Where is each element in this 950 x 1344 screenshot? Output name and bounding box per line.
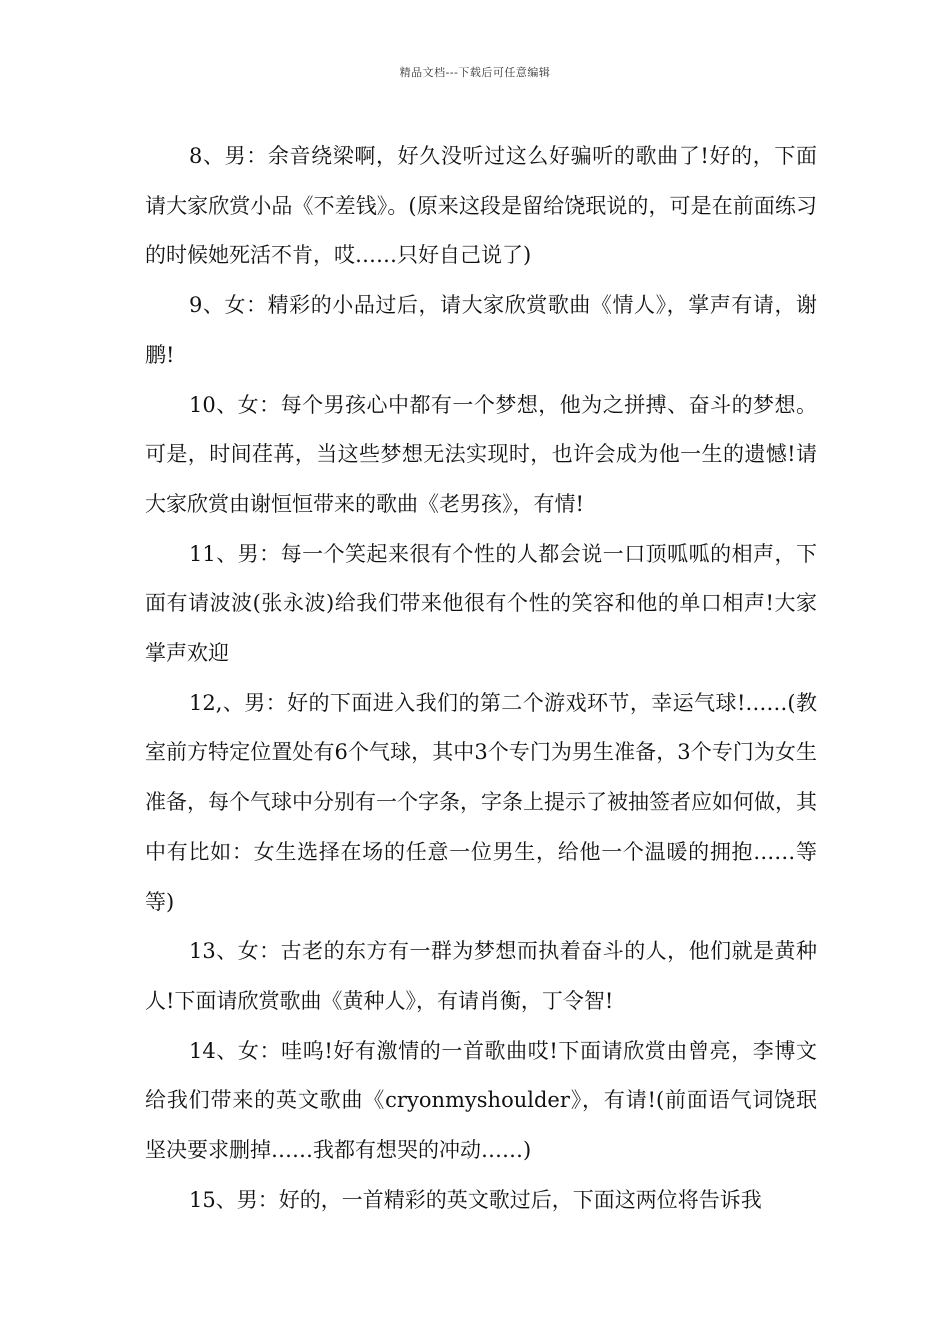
paragraph-12: 12,、男：好的下面进入我们的第二个游戏环节，幸运气球!……(教室前方特定位置处有6个气球，其中3个专门为男生准备，3个专门为女生准备，每个气球中分别有一个字条，字条上提示了被抽签者应如何做，其中有比如：女生选择在场的任意一位男生，给他一个温暖的拥抱……等等) — [145, 690, 817, 914]
paragraph-11: 11、男：每一个笑起来很有个性的人都会说一口顶呱呱的相声，下面有请波波(张永波)给我们带来他很有个性的笑容和他的单口相声!大家掌声欢迎 — [145, 541, 817, 666]
paragraph-15: 15、男：好的，一首精彩的英文歌过后，下面这两位将告诉我 — [189, 1187, 762, 1212]
paragraph-9: 9、女：精彩的小品过后，请大家欣赏歌曲《情人》，掌声有请，谢鹏! — [145, 293, 817, 367]
paragraph-10: 10、女：每个男孩心中都有一个梦想，他为之拼搏、奋斗的梦想。可是，时间荏苒，当这些梦想无法实现时，也许会成为他一生的遗憾!请大家欣赏由谢恒恒带来的歌曲《老男孩》，有情! — [145, 392, 817, 516]
document-body — [145, 132, 817, 1225]
paragraph-14: 14、女：哇呜!好有激情的一首歌曲哎!下面请欣赏由曾亮，李博文给我们带来的英文歌曲《cryonmyshoulder》，有请!(前面语气词饶珉坚决要求删掉……我都有想哭的冲动……) — [145, 1038, 817, 1163]
paragraph-13: 13、女：古老的东方有一群为梦想而执着奋斗的人，他们就是黄种人!下面请欣赏歌曲《黄种人》，有请肖衡，丁令智! — [145, 939, 817, 1013]
page-header: 精品文档---下载后可任意编辑 — [399, 66, 551, 79]
paragraph-8: 8、男：余音绕梁啊，好久没听过这么好骗听的歌曲了!好的，下面请大家欣赏小品《不差钱》。(原来这段是留给饶珉说的，可是在前面练习的时候她死活不肯，哎……只好自己说了) — [145, 144, 817, 268]
